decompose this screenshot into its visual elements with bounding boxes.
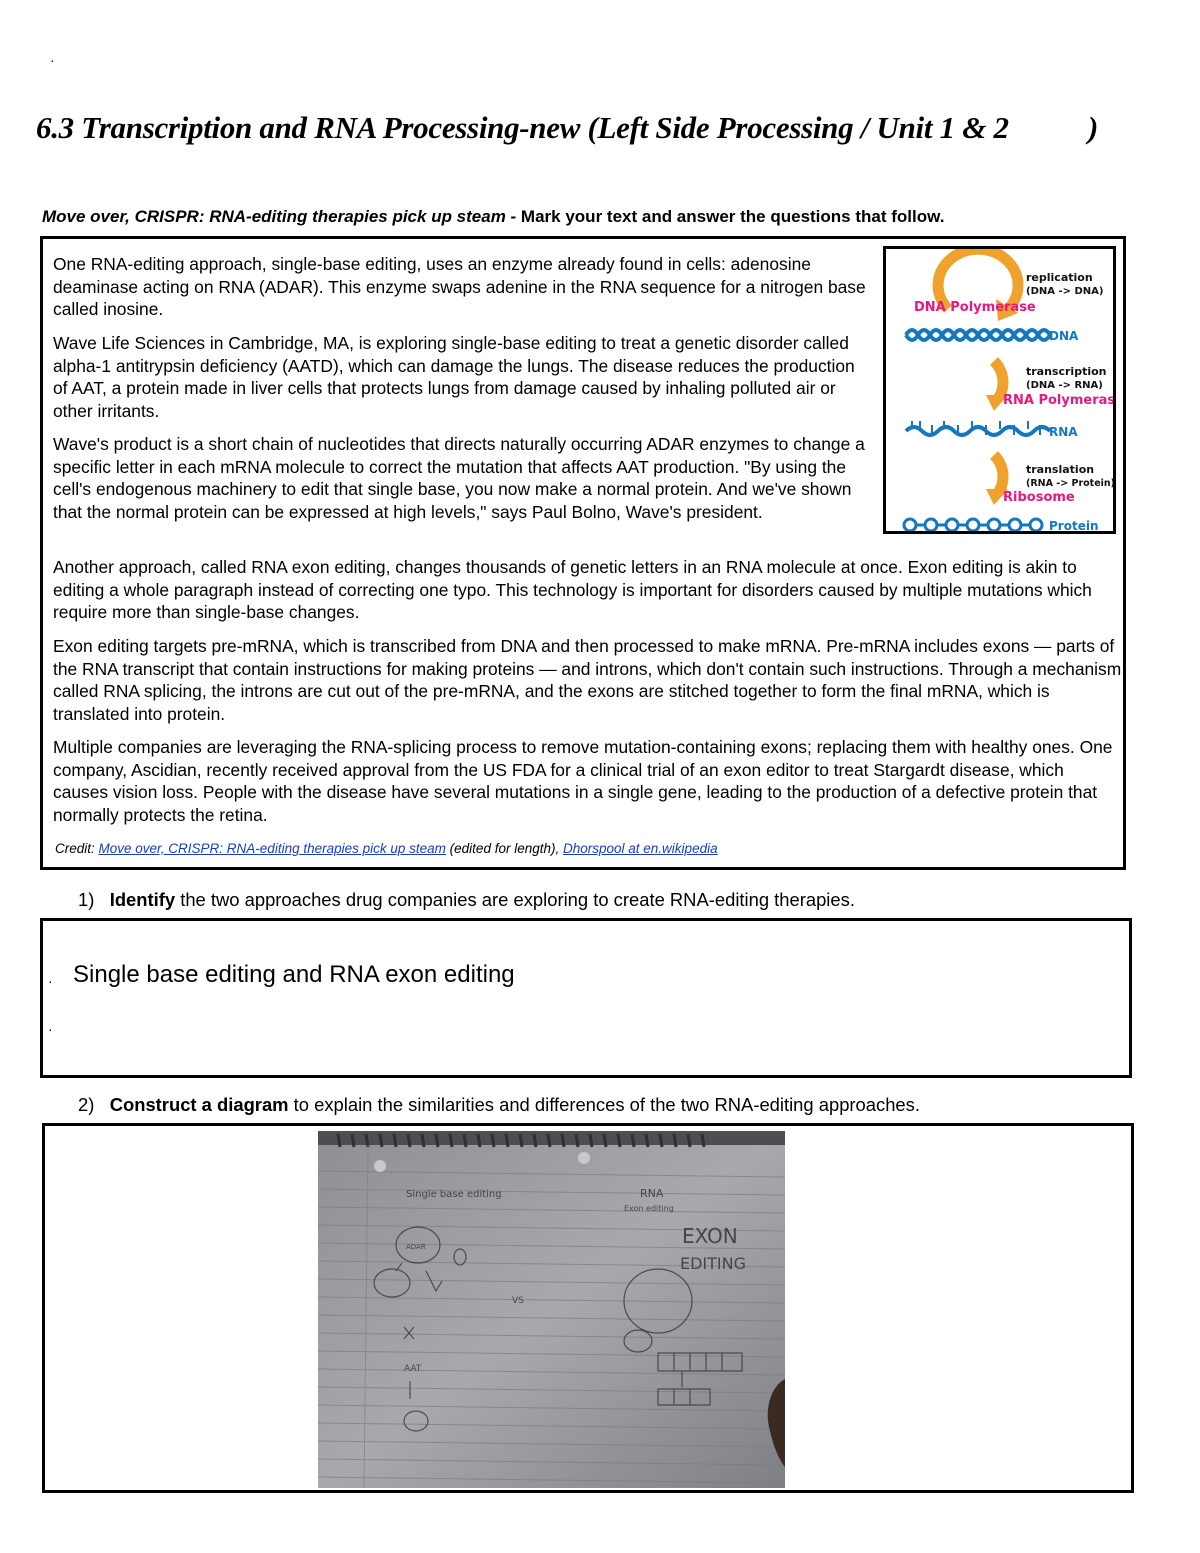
article-paragraph-2: Wave Life Sciences in Cambridge, MA, is exploring single-base editing to treat a genetic disorder called alpha-1 antitrypsin deficiency (AATD), which can damage the lungs. The disease reduces the production of AAT, a protein made in liver cells that protects lungs from damage caused by inhaling polluted air or other irritants. [53,333,855,421]
article-paragraph-3: Wave's product is a short chain of nucleotides that directs naturally occurring ADAR enzymes to change a specific letter in each mRNA molecule to correct the mutation that affects AAT production. "By using the cell's endogenous machinery to edit that single base, you now make a normal protein. And we've shown that the normal protein can be expressed at high levels," says Paul Bolno, Wave's president. [53,434,865,522]
protein-label: Protein [1049,519,1099,531]
translation-arrow [994,455,1003,493]
question-2-text: to explain the similarities and differences of the two RNA-editing approaches. [288,1094,920,1115]
protein-chain-icon [904,519,1042,531]
notebook-adar: ADAR [406,1243,426,1251]
transcription-sub: (DNA -> RNA) [1026,380,1103,391]
article-heading [42,207,944,227]
article-paragraph-1: One RNA-editing approach, single-base editing, uses an enzyme already found in cells: adenosine deaminase acting on RNA (ADAR). This enzyme swaps adenine in the RNA sequence for a nitrogen base called inosine. [53,254,866,320]
punch-hole-1 [374,1160,386,1172]
credit-link-article[interactable]: Move over, CRISPR: RNA-editing therapies pick up steam [98,841,446,856]
dna-label: DNA [1049,329,1079,343]
answer-dot-1: · [48,973,53,989]
notebook-right-heading-1: RNA [640,1187,664,1200]
notebook-big-2: EDITING [680,1254,747,1273]
credit-label: Credit: [55,841,99,856]
question-2-number: 2) [78,1094,95,1115]
question-1-verb: Identify [109,889,176,910]
notebook-vs: VS [512,1296,524,1306]
replication-label: replication [1026,271,1093,284]
rna-strand-icon [906,421,1050,435]
article-title: Move over, CRISPR: RNA-editing therapies pick up steam [42,207,506,226]
rna-polymerase-label: RNA Polymerase [1003,393,1113,408]
page-dot: · [50,52,55,68]
credit-link-wikipedia[interactable]: Dhorspool at en.wikipedia [563,841,718,856]
article-box [40,236,1126,870]
central-dogma-svg [886,249,1113,531]
credit-middle: (edited for length), [445,841,563,856]
transcription-label: transcription [1026,365,1107,378]
dna-polymerase-label: DNA Polymerase [914,300,1036,315]
rna-label: RNA [1049,425,1078,439]
ribosome-label: Ribosome [1003,490,1075,505]
replication-sub: (DNA -> DNA) [1026,286,1104,297]
question-2-verb: Construct a diagram [109,1094,289,1115]
transcription-arrow [994,361,1003,399]
notebook-aat: AAT [404,1364,422,1374]
question-1-number: 1) [78,889,95,910]
page-title [36,110,1156,146]
article-paragraph-4: Another approach, called RNA exon editing, changes thousands of genetic letters in an RNA molecule at once. Exon editing is akin to editing a whole paragraph instead of correcting one typo. This technology is important for disorders caused by multiple mutations which require more than single-base changes. [53,557,1092,623]
page-title-close: ) [1088,110,1099,145]
answer-box-1[interactable] [40,918,1132,1078]
notebook-left-heading: Single base editing [406,1189,502,1200]
page-title-text: 6.3 Transcription and RNA Processing-new (Left Side Processing / Unit 1 & 2 [36,110,1009,145]
central-dogma-figure [883,246,1116,534]
notebook-right-heading-2: Exon editing [624,1204,674,1213]
article-paragraph-5: Exon editing targets pre-mRNA, which is transcribed from DNA and then processed to make mRNA. Pre-mRNA includes exons — parts of the RNA transcript that contain instructions for making proteins — and introns, which don't contain such instructions. Through a mechanism called RNA splicing, the introns are cut out of the pre-mRNA, and the exons are stitched together to form the final mRNA, which is translated into protein. [53,636,1122,724]
translation-sub: (RNA -> Protein) [1026,478,1113,489]
notebook-photo [318,1131,785,1488]
question-1 [78,889,855,911]
article-instruction: - Mark your text and answer the questions that follow. [505,207,945,226]
notebook-big-1: EXON [682,1224,738,1248]
translation-label: translation [1026,463,1095,476]
question-1-text: the two approaches drug companies are exploring to create RNA-editing therapies. [175,889,855,910]
article-paragraph-6: Multiple companies are leveraging the RNA-splicing process to remove mutation-containing exons; replacing them with healthy ones. One company, Ascidian, recently received approval from the US FDA for a clinical trial of an exon editor to treat Stargardt disease, which causes vision loss. People with the disease have several mutations in a single gene, leading to the production of a defective protein that normally protects the retina. [53,737,1113,825]
question-2 [78,1094,920,1116]
dna-helix-icon [906,330,1050,340]
credit-line [55,841,718,856]
punch-hole-2 [578,1152,590,1164]
answer-dot-2: · [48,1021,53,1037]
answer-1-text[interactable]: Single base editing and RNA exon editing [73,961,515,988]
diagram-answer-box[interactable] [42,1123,1134,1493]
